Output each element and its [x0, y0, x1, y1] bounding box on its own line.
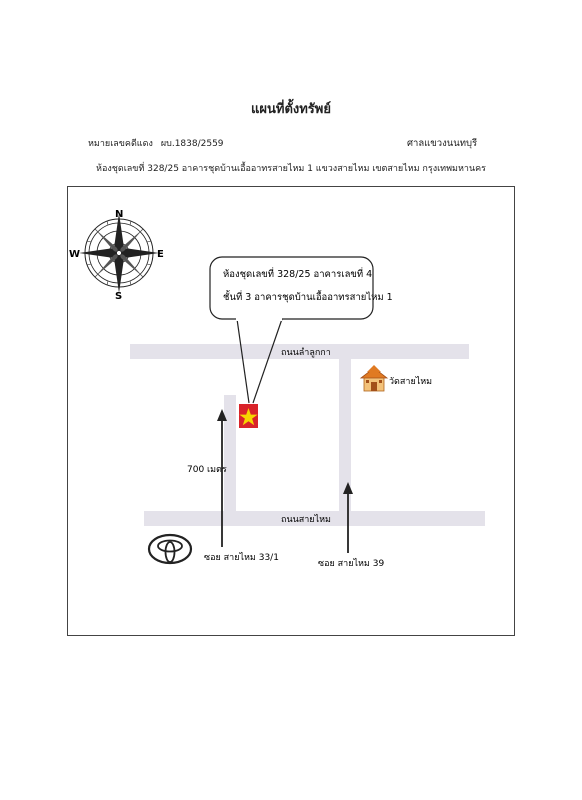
compass-south: S [115, 291, 123, 302]
case-number: ผบ.1838/2559 [160, 139, 224, 149]
case-label: หมายเลขคดีแดง [88, 139, 153, 149]
map-title: แผนที่ตั้งทรัพย์ [251, 102, 331, 117]
soi-33-1-label: ซอย สายไหม 33/1 [204, 553, 279, 563]
compass-north: N [115, 209, 124, 220]
road-label-lam-luk-ka: ถนนลำลูกกา [281, 348, 331, 358]
temple-icon [361, 365, 387, 391]
compass-west: W [69, 249, 81, 260]
compass-east: E [157, 249, 164, 260]
property-address: ห้องชุดเลขที่ 328/25 อาคารชุดบ้านเอื้ออาทรสายไหม 1 แขวงสายไหม เขตสายไหม กรุงเทพมหานคร [96, 164, 486, 174]
map-canvas [68, 187, 514, 635]
court-name: ศาลแขวงนนทบุรี [407, 138, 478, 149]
toyota-logo-icon [149, 535, 191, 563]
soi-sai-mai-33-1 [224, 395, 236, 512]
distance-label: 700 เมตร [187, 465, 227, 475]
soi-39-label: ซอย สายไหม 39 [318, 559, 385, 569]
case-number-line [88, 136, 224, 150]
map-frame [67, 186, 515, 636]
callout-line-2: ชั้นที่ 3 อาคารชุดบ้านเอื้ออาทรสายไหม 1 [223, 292, 393, 303]
callout-line-1: ห้องชุดเลขที่ 328/25 อาคารเลขที่ 4 [223, 269, 373, 280]
temple-label: วัดสายไหม [389, 377, 433, 387]
property-marker-icon [239, 404, 258, 428]
compass-rose-icon [69, 209, 164, 302]
road-label-sai-mai: ถนนสายไหม [281, 515, 331, 525]
